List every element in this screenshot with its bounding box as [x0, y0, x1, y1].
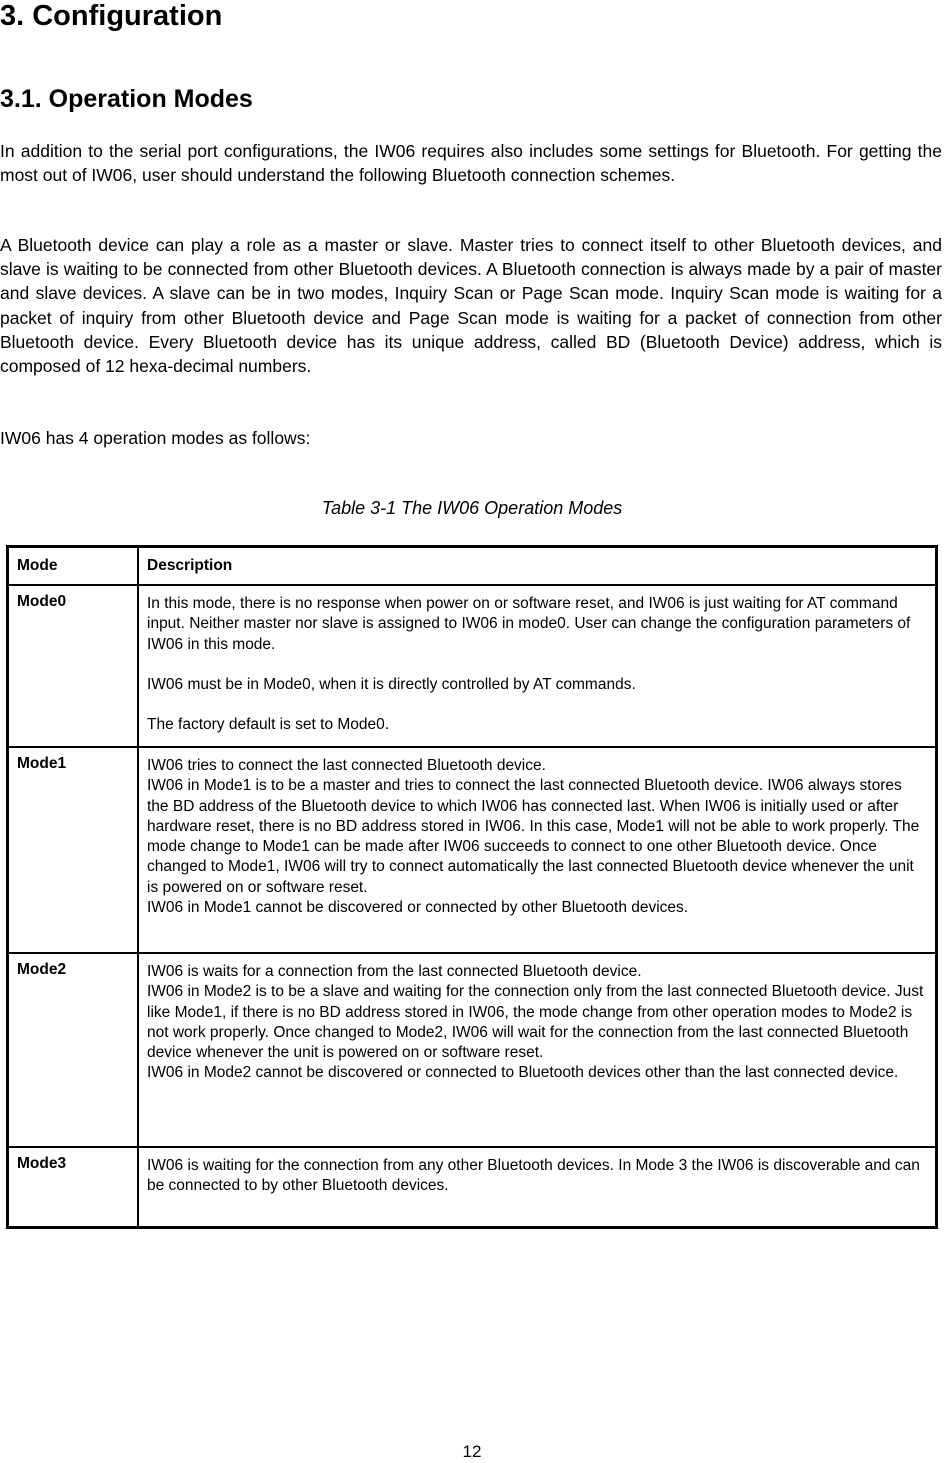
description-cell [138, 585, 937, 747]
header-description: Description [138, 547, 937, 586]
table-row [8, 585, 937, 747]
description-text: IW06 must be in Mode0, when it is directly controlled by AT commands. [147, 675, 636, 693]
description-cell [138, 747, 937, 953]
description-text: In this mode, there is no response when power on or software reset, and IW06 is just waiting for AT command input. Neither master nor slave is assigned to IW06 in mode0. User can change the configuration parameters of IW06 in this mode. [147, 595, 911, 653]
table-row [8, 953, 937, 1147]
table-row [8, 747, 937, 953]
description-text: IW06 is waits for a connection from the last connected Bluetooth device. [147, 963, 642, 980]
intro-paragraph: In addition to the serial port configurations, the IW06 requires also includes some settings for Bluetooth. For getting the most out of IW06, user should understand the following Bluetooth connection schemes. [0, 141, 942, 186]
mode-cell: Mode2 [8, 953, 139, 1147]
bluetooth-roles-paragraph: A Bluetooth device can play a role as a master or slave. Master tries to connect itself to other Bluetooth devices, and slave is waiting to be connected from other Bluetooth devices. A Bluetooth connection is always made by a pair of master and slave devices. A slave can be in two modes, Inquiry Scan or Page Scan mode. Inquiry Scan mode is waiting for a packet of inquiry from other Bluetooth device and Page Scan mode is waiting for a packet of connection from other Bluetooth device. Every Bluetooth device has its unique address, called BD (Bluetooth Device) address, which is composed of 12 hexa-decimal numbers. [0, 235, 942, 377]
operation-modes-table [6, 545, 938, 1229]
section-title: 3. Configuration [0, 0, 223, 32]
description-text: IW06 in Mode1 cannot be discovered or connected by other Bluetooth devices. [147, 899, 689, 917]
description-text: IW06 tries to connect the last connected Bluetooth device. [147, 757, 546, 774]
description-cell [138, 953, 937, 1147]
table-row [8, 1147, 937, 1228]
description-text: IW06 is waiting for the connection from any other Bluetooth devices. In Mode 3 the IW06 is discoverable and can be connected to by other Bluetooth devices. [147, 1157, 920, 1195]
description-text: IW06 in Mode2 cannot be discovered or connected to Bluetooth devices other than the last connected device. [147, 1064, 899, 1082]
subsection-title: 3.1. Operation Modes [0, 85, 253, 113]
mode-cell: Mode0 [8, 585, 139, 747]
table-header-row [8, 547, 937, 586]
description-text: The factory default is set to Mode0. [147, 716, 390, 734]
description-text: IW06 in Mode2 is to be a slave and waiting for the connection only from the last connected Bluetooth device. Just like Mode1, if there is no BD address stored in IW06, the mode change from other operation modes to Mode2 is not work properly. Once changed to Mode2, IW06 will wait for the connection from the last connected Bluetooth device whenever the unit is powered on or software reset. [147, 983, 924, 1062]
table-caption: Table 3-1 The IW06 Operation Modes [321, 498, 623, 518]
description-text: IW06 in Mode1 is to be a master and tries to connect the last connected Bluetooth device. IW06 always stores the BD address of the Bluetooth device to which IW06 has connected last. When IW06 is initially used or after hardware reset, there is no BD address stored in IW06. In this case, Mode1 will not be able to work properly. The mode change to Mode1 can be made after IW06 succeeds to connect to one other Bluetooth device. Once changed to Mode1, IW06 will try to connect automatically the last connected Bluetooth device whenever the unit is powered on or software reset. [147, 777, 920, 896]
mode-cell: Mode3 [8, 1147, 139, 1228]
modes-intro-paragraph: IW06 has 4 operation modes as follows: [0, 428, 311, 448]
description-cell [138, 1147, 937, 1228]
page-number: 12 [462, 1442, 482, 1461]
header-mode: Mode [8, 547, 139, 586]
mode-cell: Mode1 [8, 747, 139, 953]
